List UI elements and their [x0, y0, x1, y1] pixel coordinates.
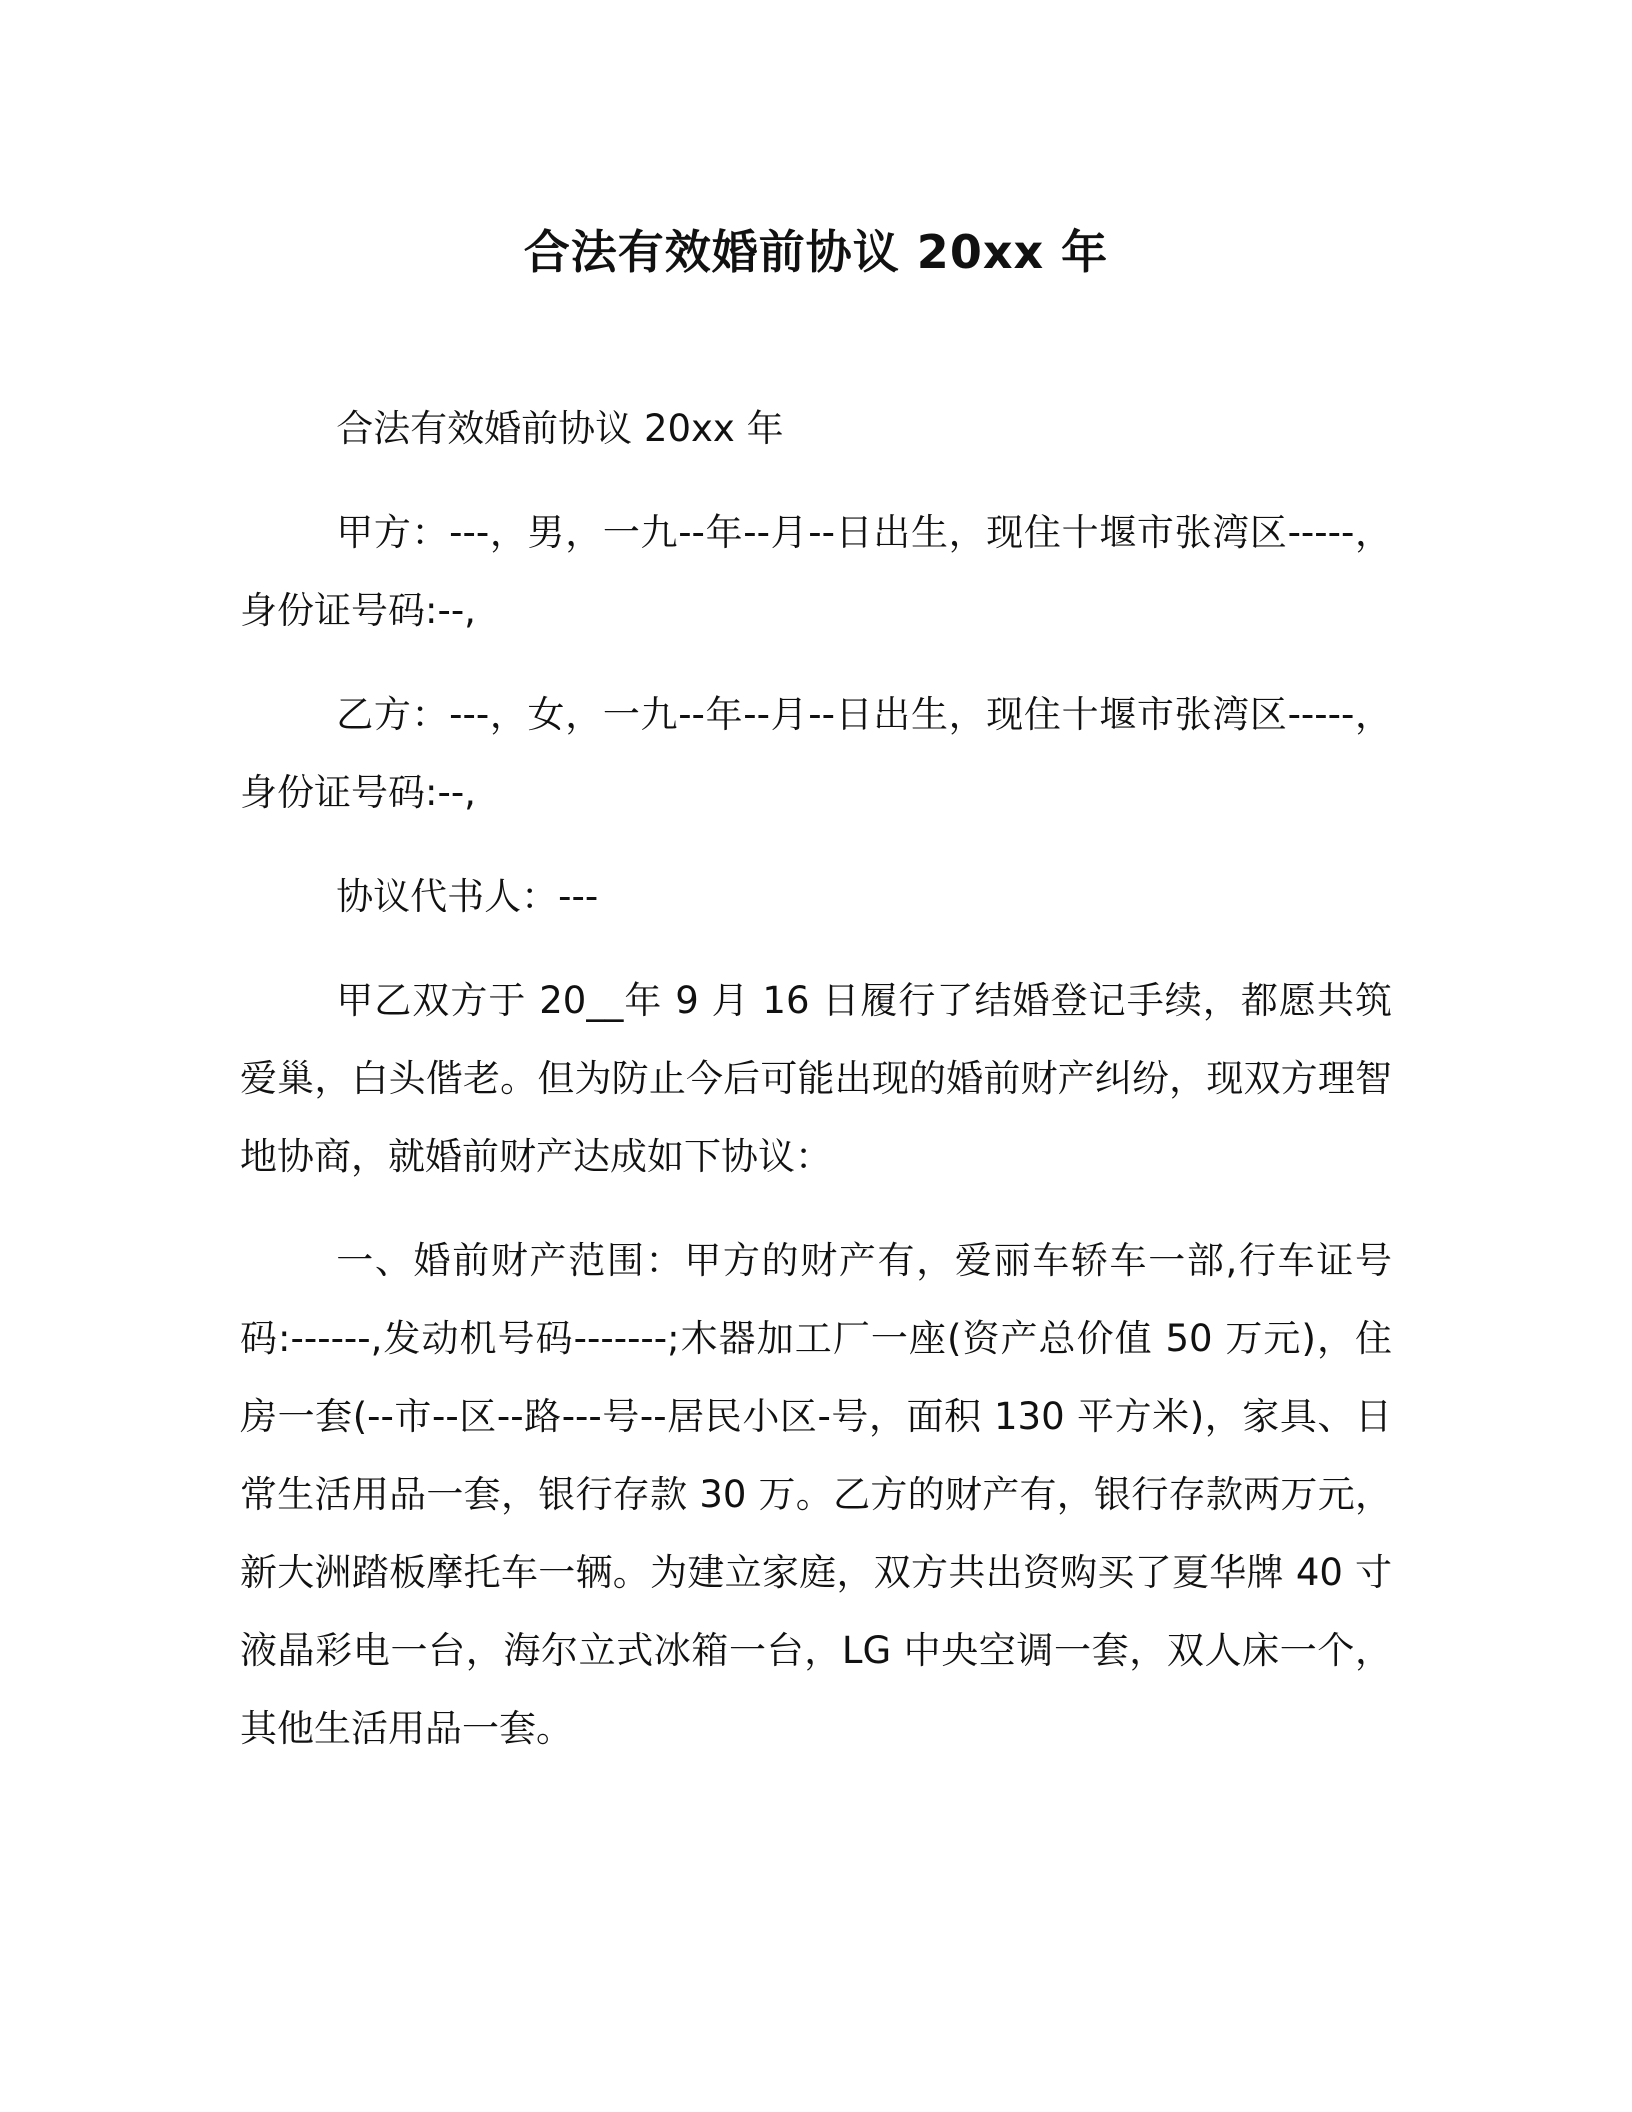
paragraph-scribe: 协议代书人：---	[336, 875, 599, 918]
paragraph-preamble: 甲乙双方于 20__年 9 月 16 日履行了结婚登记手续，都愿共筑爱巢，白头偕老。但为防止今后可能出现的婚前财产纠纷，现双方理智地协商，就婚前财产达成如下协议：	[240, 979, 1392, 1178]
paragraph-party-b: 乙方：---，女，一九--年--月--日出生，现住十堰市张湾区-----，身份证号码:--,	[240, 693, 1392, 814]
paragraph-subtitle: 合法有效婚前协议 20xx 年	[336, 407, 784, 450]
paragraph-party-a: 甲方：---，男，一九--年--月--日出生，现住十堰市张湾区-----，身份证号码:--,	[240, 511, 1392, 632]
paragraph-property-scope: 一、婚前财产范围：甲方的财产有，爱丽车轿车一部,行车证号码:------,发动机号码-------;木器加工厂一座(资产总价值 50 万元)，住房一套(--市--区--路---号--居民小区-号，面积 130 平方米)，家具、日常生活用品一套，银行存款 30 万。乙方的财产有，银行存款两万元，新大洲踏板摩托车一辆。为建立家庭，双方共出资购买了夏华牌 40 寸液晶彩电一台，海尔立式冰箱一台，LG 中央空调一套，双人床一个，其他生活用品一套。	[240, 1239, 1392, 1750]
document-title: 合法有效婚前协议 20xx 年	[523, 225, 1109, 279]
document-body	[240, 390, 1392, 1794]
